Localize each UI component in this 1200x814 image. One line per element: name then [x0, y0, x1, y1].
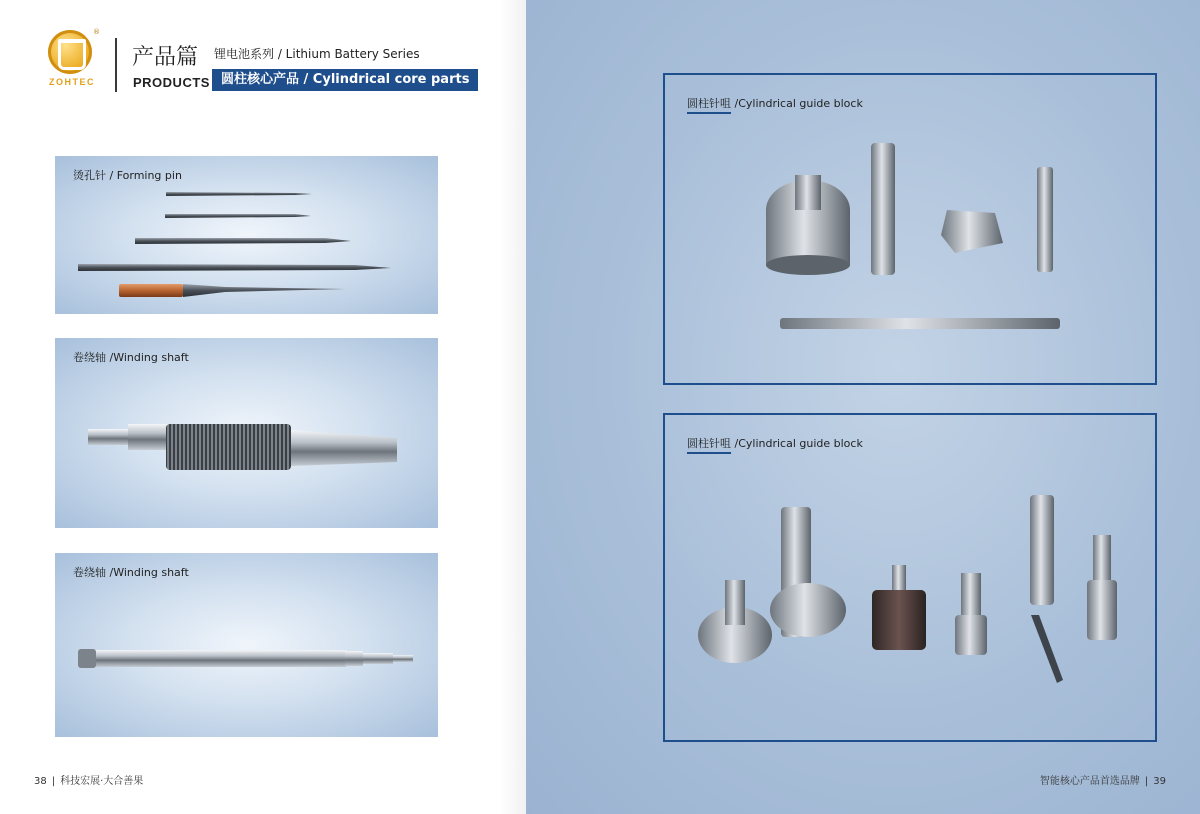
page-number-left: 38	[34, 776, 47, 787]
logo-glyph	[58, 39, 86, 70]
small-needle	[1031, 615, 1063, 683]
header-divider	[115, 38, 117, 92]
footer-separator: |	[51, 776, 56, 787]
square-plate	[941, 210, 1003, 253]
category-title-cn: 产品篇	[132, 45, 199, 70]
copper-pin-tip	[183, 284, 345, 297]
product-panel-winding-shaft-1	[55, 338, 438, 528]
footer-slogan-left: 科技宏展·大合善果	[60, 776, 144, 787]
step-pin-2	[1087, 580, 1117, 640]
tall-slot-pin	[1030, 495, 1054, 605]
product-panel-forming-pin	[55, 156, 438, 314]
winding-shaft-long-image	[55, 553, 438, 737]
shaft-collar	[345, 651, 363, 666]
forming-pin-4	[78, 264, 391, 271]
long-guide-shaft	[780, 318, 1060, 329]
round-flange-2	[770, 583, 846, 637]
guide-block-set-1-image	[665, 75, 1155, 383]
winding-shaft-knurled-image	[55, 338, 438, 528]
flange-neck	[795, 175, 821, 210]
step-pin-1	[955, 615, 987, 655]
box-label: 圆柱针咀 /Cylindrical guide block	[687, 97, 863, 110]
guide-block-set-2-image	[665, 415, 1155, 740]
shaft-end-cap	[78, 649, 96, 668]
page-spine	[500, 0, 526, 814]
product-panel-winding-shaft-2	[55, 553, 438, 737]
series-title: 锂电池系列 / Lithium Battery Series	[214, 47, 420, 61]
forming-pin-1	[166, 192, 312, 196]
panel-label: 卷绕轴 /Winding shaft	[73, 351, 189, 364]
logo-emblem-icon	[48, 28, 100, 74]
shaft-left-end	[88, 429, 128, 445]
category-title-en: PRODUCTS	[133, 75, 210, 90]
footer-slogan-right: 智能核心产品首选品牌	[1039, 776, 1140, 787]
step-pin-1-top	[961, 573, 981, 615]
shaft-right-body	[291, 430, 397, 466]
panel-label: 烫孔针 / Forming pin	[73, 169, 182, 182]
footer-separator: |	[1144, 776, 1149, 787]
flange-bottom	[766, 255, 850, 275]
shaft-step	[363, 653, 393, 664]
forming-pins-image	[55, 156, 438, 314]
shaft-left-collar	[128, 424, 168, 450]
section-banner: 圆柱核心产品 / Cylindrical core parts	[212, 69, 478, 91]
dark-guide-nozzle	[892, 565, 906, 590]
shaft-knurled-section	[166, 424, 291, 470]
footer-right	[1040, 772, 1166, 787]
step-pin-2-top	[1093, 535, 1111, 580]
brand-logo	[42, 30, 102, 90]
dark-guide-body	[872, 590, 926, 650]
box-label: 圆柱针咀 /Cylindrical guide block	[687, 437, 863, 450]
footer-left	[34, 772, 143, 787]
registered-mark: ®	[93, 28, 100, 36]
shaft-main-body	[78, 650, 348, 667]
panel-label: 卷绕轴 /Winding shaft	[73, 566, 189, 579]
forming-pin-3	[135, 238, 351, 244]
shaft-tip	[393, 655, 413, 662]
page-number-right: 39	[1153, 776, 1166, 787]
logo-text: ZOHTEC	[49, 77, 95, 87]
round-flange-1-nozzle	[725, 580, 745, 625]
small-pin	[1037, 167, 1053, 272]
copper-pin-body	[119, 284, 183, 297]
tall-shaft	[871, 143, 895, 275]
product-box-guide-block-1	[663, 73, 1157, 385]
forming-pin-2	[165, 214, 311, 218]
product-box-guide-block-2	[663, 413, 1157, 742]
